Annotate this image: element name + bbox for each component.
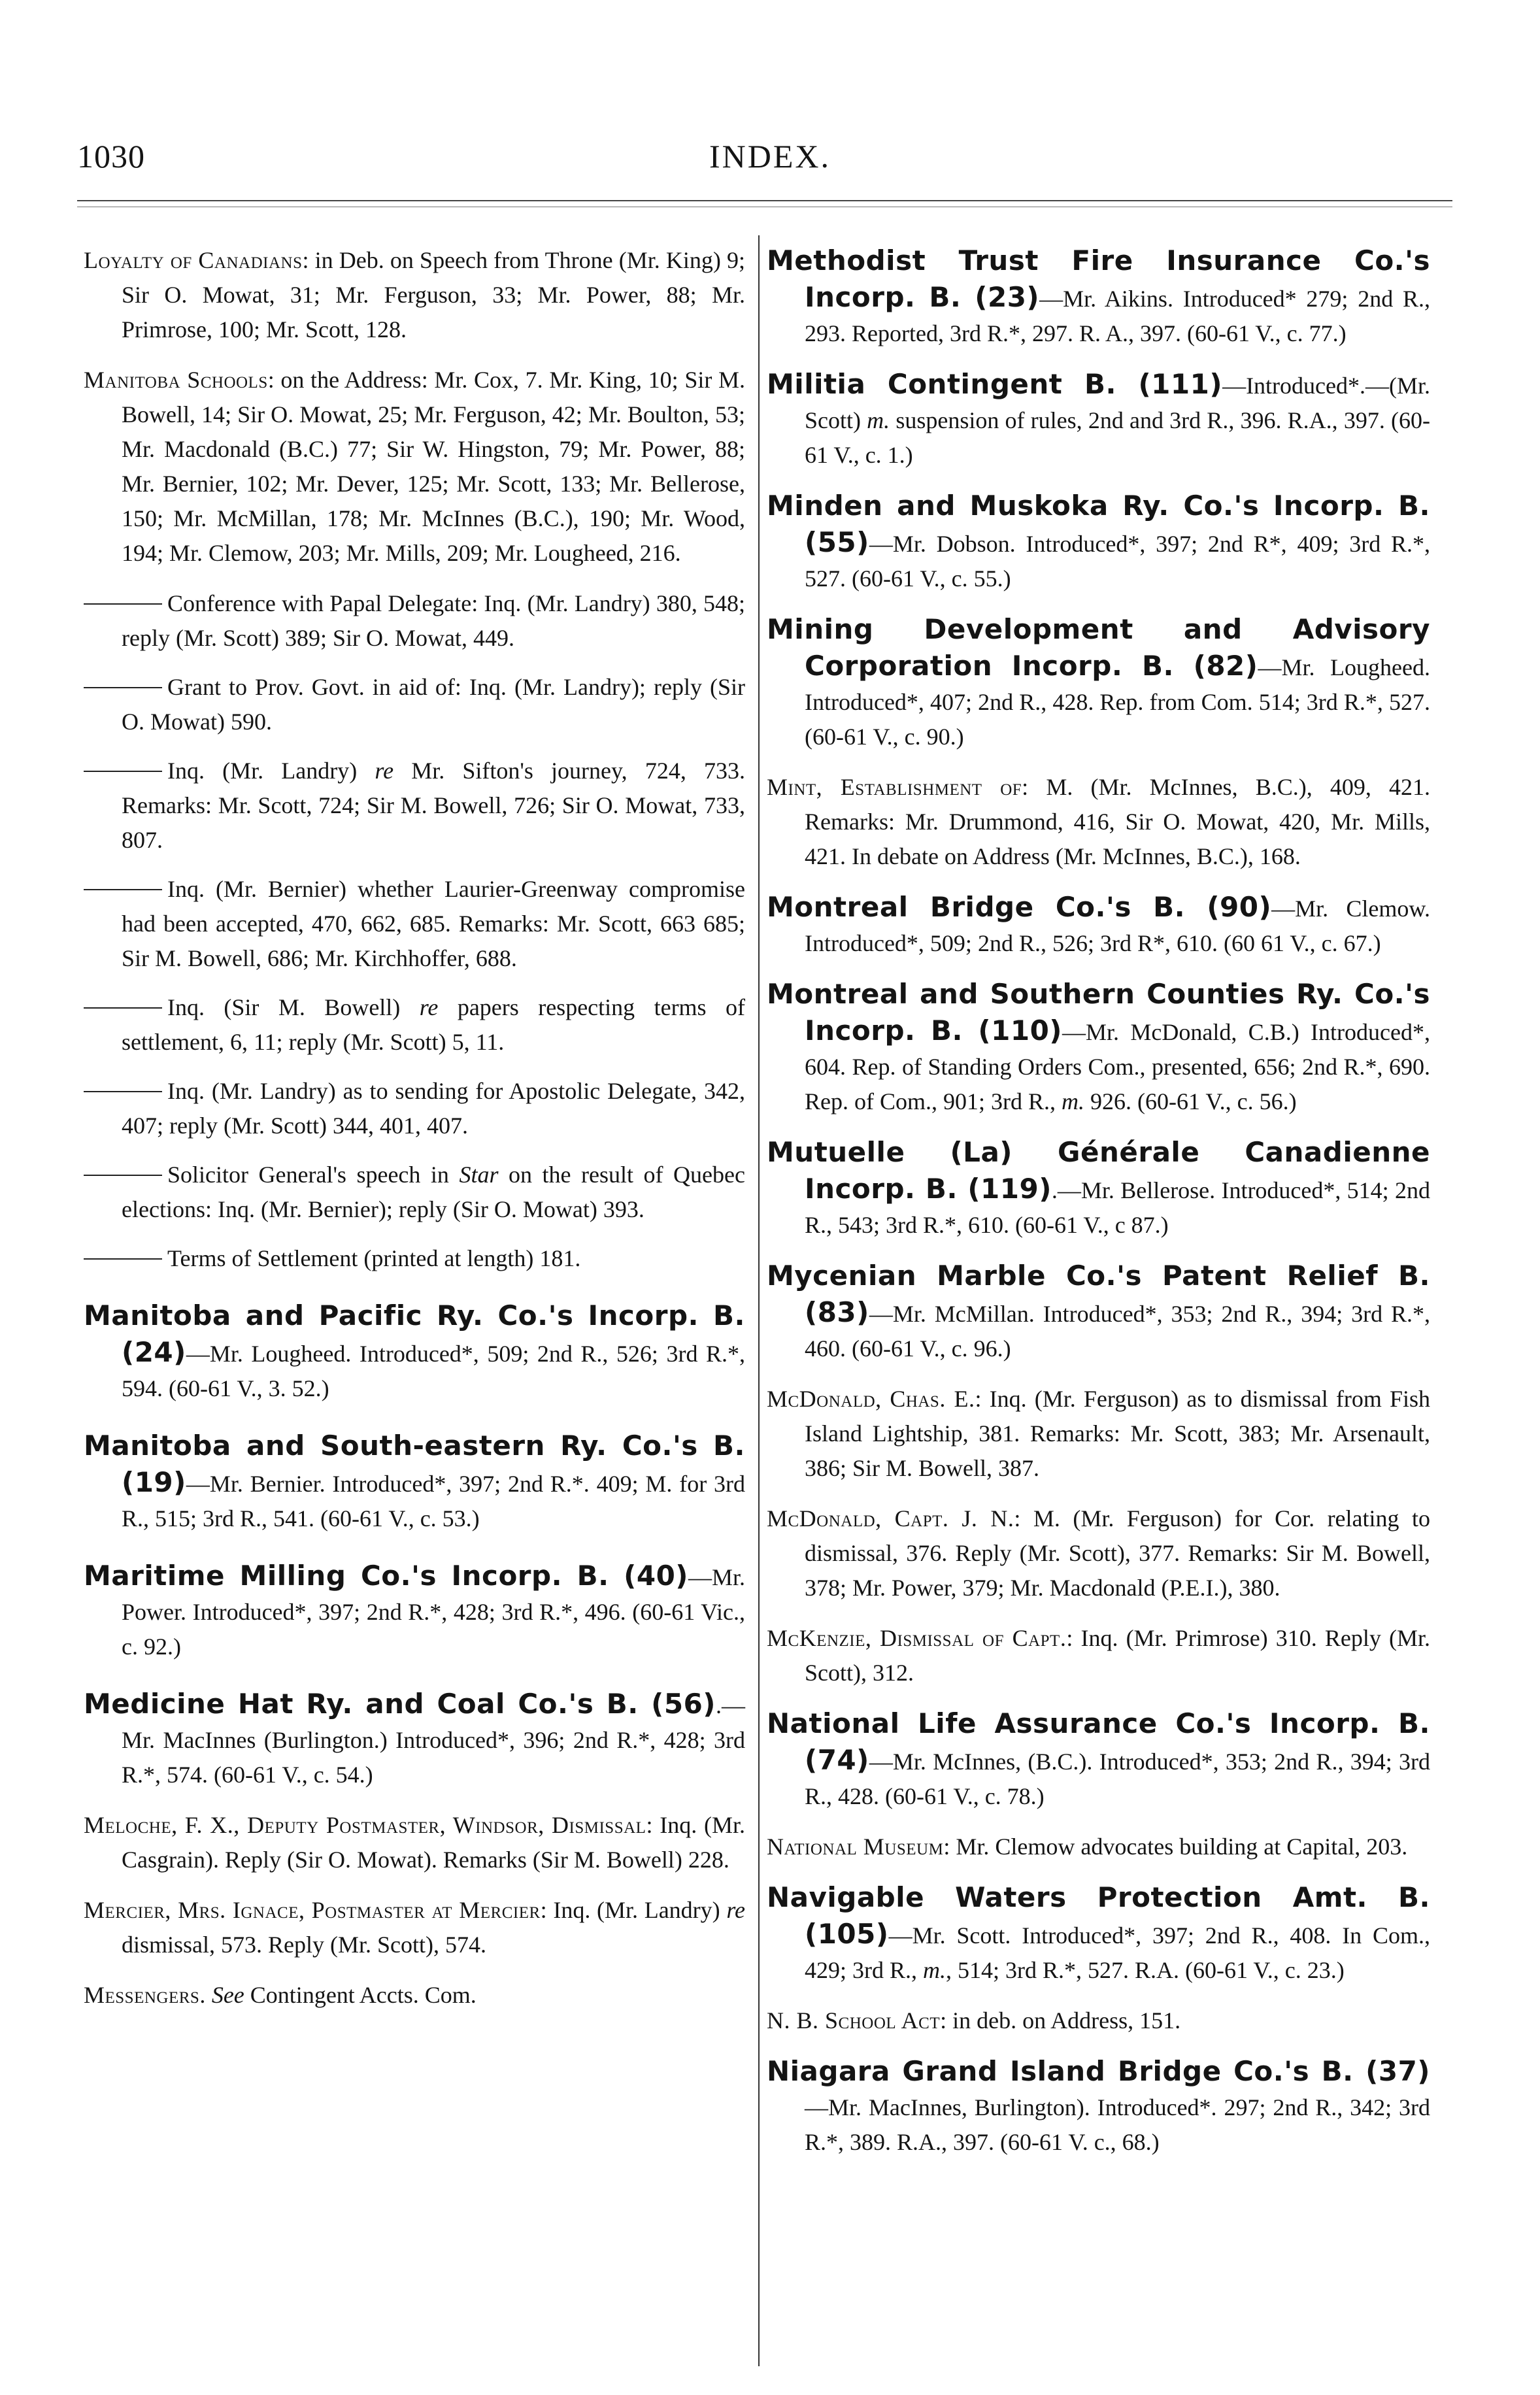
ditto-dash xyxy=(84,1091,162,1092)
ditto-dash xyxy=(84,603,162,605)
index-subentry xyxy=(84,586,745,656)
column-divider xyxy=(758,235,760,2366)
entry-text: Conference with Papal Delegate: Inq. (Mr. Landry) 380, 548; reply (Mr. Scott) 389; Sir O. Mowat, 449. xyxy=(122,590,745,651)
index-entry xyxy=(767,770,1430,874)
index-entry xyxy=(767,1382,1430,1486)
entry-text: —Mr. Aikins. Introduced* 279; 2nd R., 293. Reported, 3rd R.*, 297. R. A., 397. (60-61 V., c. 77.) xyxy=(805,286,1430,346)
entry-text: Inq. (Mr. Landry) as to sending for Apostolic Delegate, 342, 407; reply (Mr. Scott) 344, 401, 407. xyxy=(122,1078,745,1139)
index-entry xyxy=(767,243,1430,351)
entry-heading: McKenzie, Dismissal of Capt. xyxy=(767,1625,1067,1651)
entry-text: .—Mr. Bellerose. Introduced*, 514; 2nd R., 543; 3rd R.*, 610. (60-61 V., c 87.) xyxy=(805,1177,1430,1238)
entry-text: —Mr. McInnes, (B.C.). Introduced*, 353; 2nd R., 394; 3rd R., 428. (60-61 V., c. 78.) xyxy=(805,1749,1430,1809)
ditto-dash xyxy=(84,1175,162,1176)
ditto-dash xyxy=(84,771,162,772)
entry-bold-heading: Medicine Hat Ry. and Coal Co.'s B. (56) xyxy=(84,1688,716,1720)
ditto-dash xyxy=(84,1007,162,1009)
index-entry xyxy=(767,1880,1430,1988)
index-subentry xyxy=(84,1241,745,1276)
entry-text: suspension of rules, 2nd and 3rd R., 396. R.A., 397. (60-61 V., c. 1.) xyxy=(805,407,1430,468)
index-entry xyxy=(767,488,1430,596)
index-entry xyxy=(767,612,1430,754)
entry-text: —Mr. MacInnes, Burlington). Introduced*. 297; 2nd R., 342; 3rd R.*, 389. R.A., 397. (60-61 V. c., 68.) xyxy=(805,2094,1430,2155)
entry-text: Grant to Prov. Govt. in aid of: Inq. (Mr. Landry); reply (Sir O. Mowat) 590. xyxy=(122,674,745,735)
entry-bold-heading: Methodist Trust Fire Insurance Co.'s Incorp. B. (23) xyxy=(767,244,1430,313)
entry-text: 926. (60-61 V., c. 56.) xyxy=(1084,1088,1297,1114)
entry-text: —Mr. Bernier. Introduced*, 397; 2nd R.*. 409; M. for 3rd R., 515; 3rd R., 541. (60-61 V., c. 53.) xyxy=(122,1471,745,1532)
entry-text: .—Mr. MacInnes (Burlington.) Introduced*, 396; 2nd R.*, 428; 3rd R.*, 574. (60-61 V., c. 54.) xyxy=(122,1692,745,1788)
entry-text: —Mr. McDonald, C.B.) Introduced*, 604. Rep. of Standing Orders Com., presented, 656; 2nd R.*, 690. Rep. of Com., 901; 3rd R., xyxy=(805,1019,1430,1114)
entry-text: Solicitor General's speech in xyxy=(167,1162,460,1188)
index-subentry xyxy=(84,872,745,976)
entry-text: : in Deb. on Speech from Throne (Mr. King) 9; Sir O. Mowat, 31; Mr. Ferguson, 33; Mr. Power, 88; Mr. Primrose, 100; Mr. Scott, 128. xyxy=(122,247,745,343)
entry-text: Inq. (Mr. Landry) xyxy=(167,758,375,784)
index-entry xyxy=(84,363,745,571)
entry-italic: m. xyxy=(1062,1088,1084,1114)
entry-text: —Mr. Lougheed. Introduced*, 407; 2nd R., 428. Rep. from Com. 514; 3rd R.*, 527. (60-61 V., c. 90.) xyxy=(805,654,1430,750)
entry-italic: See xyxy=(211,1982,244,2008)
entry-text: —Introduced*.—(Mr. Scott) xyxy=(805,373,1430,433)
entry-bold-heading: Mutuelle (La) Générale Canadienne Incorp. B. (119) xyxy=(767,1136,1430,1205)
left-column xyxy=(84,243,745,2028)
entry-text: : Inq. (Mr. Casgrain). Reply (Sir O. Mowat). Remarks (Sir M. Bowell) 228. xyxy=(122,1812,745,1873)
entry-italic: m. xyxy=(867,407,890,433)
entry-text: : Inq. (Mr. Primrose) 310. Reply (Mr. Scott), 312. xyxy=(805,1625,1430,1686)
index-entry xyxy=(767,367,1430,473)
index-entry xyxy=(767,1830,1430,1864)
right-column xyxy=(767,243,1430,2175)
entry-bold-heading: Niagara Grand Island Bridge Co.'s B. (37) xyxy=(767,2055,1430,2087)
index-entry xyxy=(767,890,1430,961)
entry-bold-heading: Mycenian Marble Co.'s Patent Relief B. (83) xyxy=(767,1260,1430,1328)
entry-bold-heading: Mining Development and Advisory Corporation Incorp. B. (82) xyxy=(767,613,1430,682)
entry-text: : Mr. Clemow advocates building at Capital, 203. xyxy=(943,1834,1408,1860)
entry-text: : M. (Mr. Ferguson) for Cor. relating to dismissal, 376. Reply (Mr. Scott), 377. Remarks: Sir M. Bowell, 378; Mr. Power, 379; Mr. Macdonald (P.E.I.), 380. xyxy=(805,1505,1430,1601)
index-entry xyxy=(767,2054,1430,2160)
entry-text: —Mr. McMillan. Introduced*, 353; 2nd R., 394; 3rd R.*, 460. (60-61 V., c. 96.) xyxy=(805,1301,1430,1362)
entry-italic: m. xyxy=(923,1957,946,1983)
entry-text: —Mr. Clemow. Introduced*, 509; 2nd R., 526; 3rd R*, 610. (60 61 V., c. 67.) xyxy=(805,896,1430,956)
entry-text: on the result of Quebec elections: Inq. (Mr. Bernier); reply (Sir O. Mowat) 393. xyxy=(122,1162,745,1222)
entry-text: : M. (Mr. McInnes, B.C.), 409, 421. Remarks: Mr. Drummond, 416, Sir O. Mowat, 420, Mr. Mills, 421. In debate on Address (Mr. McInnes, B.C.), 168. xyxy=(805,774,1430,869)
entry-bold-heading: Manitoba and South-eastern Ry. Co.'s B. (19) xyxy=(84,1430,745,1498)
index-entry xyxy=(84,1893,745,1962)
entry-bold-heading: Manitoba and Pacific Ry. Co.'s Incorp. B. (24) xyxy=(84,1299,745,1368)
header-rule xyxy=(77,200,1452,201)
entry-text: Inq. (Sir M. Bowell) xyxy=(167,994,420,1020)
index-entry xyxy=(84,243,745,347)
index-subentry xyxy=(84,670,745,739)
entry-text: : Inq. (Mr. Landry) xyxy=(540,1897,727,1923)
entry-bold-heading: Navigable Waters Protection Amt. B. (105) xyxy=(767,1881,1430,1950)
index-subentry xyxy=(84,1074,745,1143)
entry-text: : Inq. (Mr. Ferguson) as to dismissal from Fish Island Lightship, 381. Remarks: Mr. Scott, 383; Mr. Arsenault, 386; Sir M. Bowell, 387. xyxy=(805,1386,1431,1481)
entry-heading: Messengers. xyxy=(84,1982,206,2008)
entry-bold-heading: Montreal and Southern Counties Ry. Co.'s Incorp. B. (110) xyxy=(767,978,1430,1047)
entry-text: : on the Address: Mr. Cox, 7. Mr. King, 10; Sir M. Bowell, 14; Sir O. Mowat, 25; Mr. Ferguson, 42; Mr. Boulton, 53; Mr. Macdonald (B.C.) 77; Sir W. Hingston, 79; Mr. Power, 88; Mr. Bernier, 102; Mr. Dever, 125; Mr. Scott, 133; Mr. Bellerose, 150; Mr. McMillan, 178; Mr. McInnes (B.C.), 190; Mr. Wood, 194; Mr. Clemow, 203; Mr. Mills, 209; Mr. Lougheed, 216. xyxy=(122,367,745,566)
entry-text: dismissal, 573. Reply (Mr. Scott), 574. xyxy=(122,1932,486,1958)
entry-bold-heading: Minden and Muskoka Ry. Co.'s Incorp. B. (55) xyxy=(767,490,1430,558)
ditto-dash xyxy=(84,1258,162,1260)
index-entry xyxy=(767,1258,1430,1366)
index-entry xyxy=(84,1978,745,2013)
index-subentry xyxy=(84,1158,745,1227)
index-entry xyxy=(767,1621,1430,1690)
entry-text: —Mr. Power. Introduced*, 397; 2nd R.*, 428; 3rd R.*, 496. (60-61 Vic., c. 92.) xyxy=(122,1564,745,1660)
index-entry xyxy=(767,1706,1430,1814)
index-subentry xyxy=(84,990,745,1060)
entry-heading: McDonald, Chas. E. xyxy=(767,1386,975,1412)
entry-italic: re xyxy=(419,994,439,1020)
entry-text: Inq. (Mr. Bernier) whether Laurier-Greenway compromise had been accepted, 470, 662, 685. Remarks: Mr. Scott, 663 685; Sir M. Bowell, 686; Mr. Kirchhoffer, 688. xyxy=(122,876,745,971)
ditto-dash xyxy=(84,889,162,890)
entry-heading: Manitoba Schools xyxy=(84,367,268,393)
entry-bold-heading: Militia Contingent B. (111) xyxy=(767,368,1223,400)
page-number: 1030 xyxy=(77,138,145,175)
entry-text: —Mr. Scott. Introduced*, 397; 2nd R., 408. In Com., 429; 3rd R., xyxy=(805,1922,1430,1983)
index-entry xyxy=(767,1135,1430,1243)
entry-heading: Loyalty of Canadians xyxy=(84,247,303,273)
entry-text: Mr. Sifton's journey, 724, 733. Remarks: Mr. Scott, 724; Sir M. Bowell, 726; Sir O. Mowat, 733, 807. xyxy=(122,758,745,853)
index-entry xyxy=(84,1808,745,1877)
entry-heading: National Museum xyxy=(767,1834,944,1860)
index-subentry xyxy=(84,754,745,858)
page-title: INDEX. xyxy=(709,138,831,175)
entry-text: —Mr. Lougheed. Introduced*, 509; 2nd R., 526; 3rd R.*, 594. (60-61 V., 3. 52.) xyxy=(122,1341,745,1401)
index-entry xyxy=(84,1428,745,1536)
entry-italic: re xyxy=(726,1897,746,1923)
entry-italic: re xyxy=(375,758,394,784)
entry-text: papers respecting terms of settlement, 6, 11; reply (Mr. Scott) 5, 11. xyxy=(122,994,745,1055)
entry-italic: Star xyxy=(459,1162,499,1188)
entry-text: —Mr. Dobson. Introduced*, 397; 2nd R*, 409; 3rd R.*, 527. (60-61 V., c. 55.) xyxy=(805,531,1430,592)
index-entry xyxy=(84,1298,745,1406)
index-entry xyxy=(767,1501,1430,1605)
index-entry xyxy=(767,2003,1430,2038)
entry-heading: Meloche, F. X., Deputy Postmaster, Windsor, Dismissal xyxy=(84,1812,646,1838)
index-entry xyxy=(84,1558,745,1664)
entry-bold-heading: Montreal Bridge Co.'s B. (90) xyxy=(767,891,1272,923)
index-entry xyxy=(84,1686,745,1792)
entry-heading: Mercier, Mrs. Ignace, Postmaster at Mercier xyxy=(84,1897,541,1923)
entry-bold-heading: Maritime Milling Co.'s Incorp. B. (40) xyxy=(84,1560,688,1592)
entry-bold-heading: National Life Assurance Co.'s Incorp. B. (74) xyxy=(767,1707,1430,1776)
entry-heading: Mint, Establishment of xyxy=(767,774,1022,800)
entry-text: : in deb. on Address, 151. xyxy=(940,2007,1181,2034)
entry-heading: N. B. School Act xyxy=(767,2007,941,2034)
entry-text: , 514; 3rd R.*, 527. R.A. (60-61 V., c. 23.) xyxy=(946,1957,1345,1983)
entry-heading: McDonald, Capt. J. N. xyxy=(767,1505,1014,1532)
entry-text: Contingent Accts. Com. xyxy=(244,1982,477,2008)
index-entry xyxy=(767,977,1430,1119)
ditto-dash xyxy=(84,687,162,688)
entry-text: Terms of Settlement (printed at length) 181. xyxy=(167,1245,581,1271)
